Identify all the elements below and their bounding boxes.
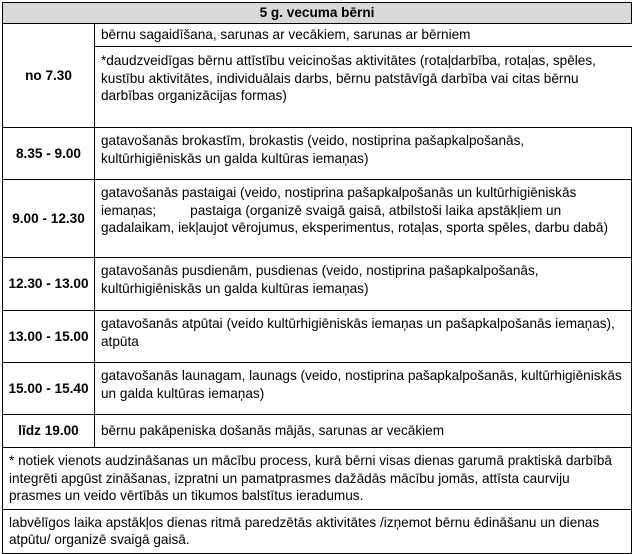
activity-cell <box>95 24 632 128</box>
activity-text: gatavošanās launagam, launags (veido, nostiprina pašapkalpošanās, kultūrhigiēniskās un galda kultūras iemaņas) <box>95 363 632 415</box>
table-row <box>3 363 632 415</box>
table-row <box>3 415 632 448</box>
activity-text: *daudzveidīgas bērnu attīstību veicinošas aktivitātes (rotaļdarbība, rotaļas, spēles, kustību aktivitātes, individuālais darbs, bērnu patstāvīgā darbība vai citas bērnu darbības organizācijas formas) <box>101 53 596 103</box>
table-row <box>3 258 632 311</box>
activity-text: bērnu pakāpeniska došanās mājās, sarunas ar vecākiem <box>95 415 632 448</box>
activity-text: gatavošanās atpūtai (veido kultūrhigiēniskās iemaņas un pašapkalpošanās iemaņas), atpūta <box>95 311 632 363</box>
note-text: * notiek vienots audzināšanas un mācību process, kurā bērni visas dienas garumā praktiskā darbībā integrēti apgūst zināšanas, izpratni un pamatprasmes dažādās mācību jomās, attīsta caurviju prasmes un veido vērtībās un tikumos balstītus ieradumus. <box>3 448 632 510</box>
activity-subtable <box>95 24 632 111</box>
daily-schedule-table <box>2 2 632 554</box>
time-cell: no 7.30 <box>3 24 95 128</box>
note-text: labvēlīgos laika apstākļos dienas ritmā paredzētās aktivitātes /izņemot bērnu ēdināšanu un dienas atpūtu/ organizē svaigā gaisā. <box>3 509 632 553</box>
activity-text: gatavošanās pusdienām, pusdienas (veido, nostiprina pašapkalpošanās, kultūrhigiēniskās un galda kultūras iemaņas) <box>95 258 632 311</box>
note-row <box>3 448 632 510</box>
table-row <box>3 24 632 128</box>
note-row <box>3 509 632 553</box>
table-title: 5 g. vecuma bērni <box>3 3 632 24</box>
activity-text: gatavošanās brokastīm, brokastis (veido, nostiprina pašapkalpošanās, kultūrhigiēniskās un galda kultūras iemaņas) <box>95 128 632 180</box>
activity-text: bērnu sagaidīšana, sarunas ar vecākiem, sarunas ar bērniem <box>95 24 632 47</box>
time-cell: 8.35 - 9.00 <box>3 128 95 180</box>
schedule-document <box>2 2 632 554</box>
table-row <box>3 180 632 258</box>
time-cell: 9.00 - 12.30 <box>3 180 95 258</box>
table-row <box>3 128 632 180</box>
time-cell: 13.00 - 15.00 <box>3 311 95 363</box>
activity-text: gatavošanās pastaigai (veido, nostiprina pašapkalpošanās un kultūrhigiēniskās iemaņas; pastaiga (organizē svaigā gaisā, atbilstoši laika apstākļiem un gadalaikam, iekļaujot vērojumus, eksperimentus, rotaļas, sporta spēles, darbu dabā) <box>95 180 632 258</box>
time-cell: līdz 19.00 <box>3 415 95 448</box>
time-cell: 15.00 - 15.40 <box>3 363 95 415</box>
table-row <box>3 311 632 363</box>
time-cell: 12.30 - 13.00 <box>3 258 95 311</box>
table-header-row <box>3 3 632 24</box>
